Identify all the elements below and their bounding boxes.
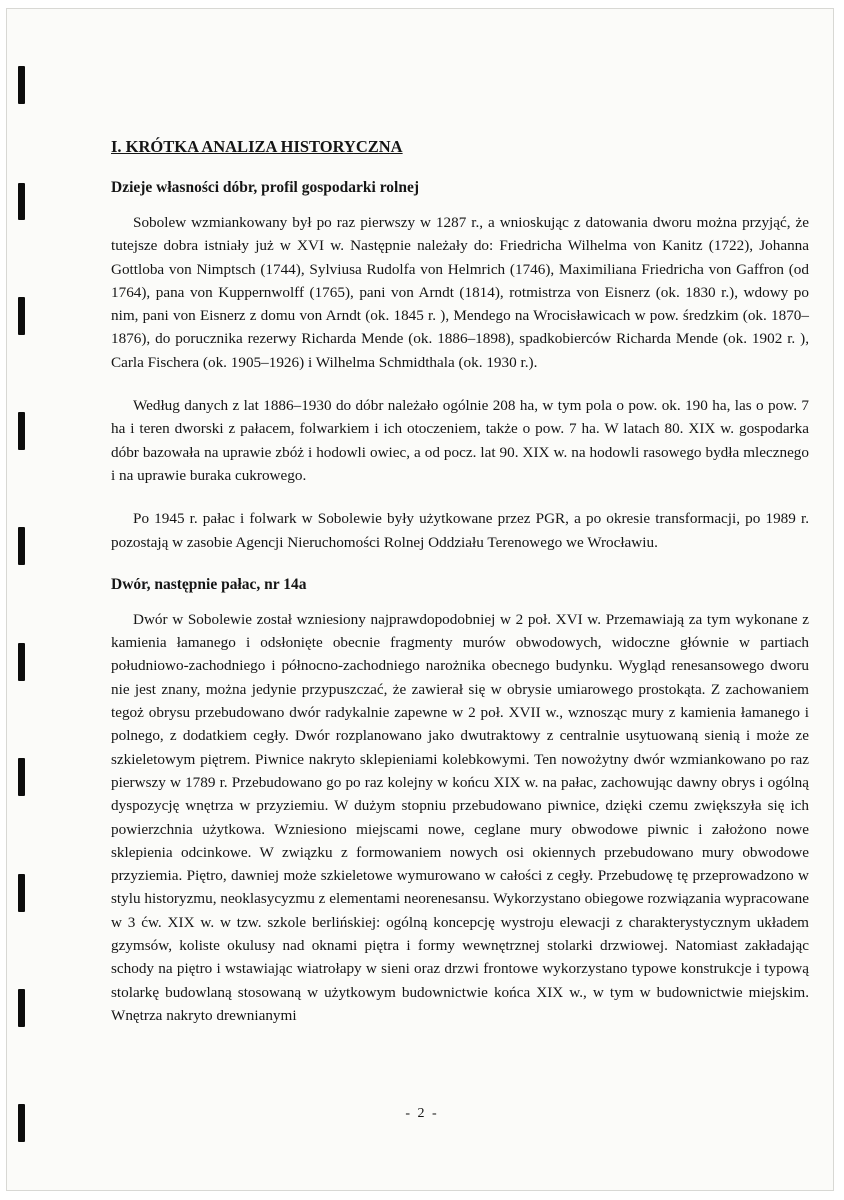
punch-mark [18,989,25,1027]
subsection-manor [111,574,809,1027]
document-body [111,136,809,1047]
subsection-heading: Dwór, następnie pałac, nr 14a [111,575,307,593]
paragraph: Według danych z lat 1886–1930 do dóbr należało ogólnie 208 ha, w tym pola o pow. ok. 190 ha, las o pow. 7 ha i teren dworski z pałacem, folwarkiem i ich otoczeniem, także o pow. 7 ha. W latach 80. XIX w. gospodarka dóbr bazowała na uprawie zbóż i hodowli owiec, a od pocz. lat 90. XIX w. na hodowli rasowego bydła mlecznego i na uprawie buraka cukrowego. [111,397,809,484]
section-title: I. KRÓTKA ANALIZA HISTORYCZNA [111,137,403,156]
punch-mark [18,297,25,335]
punch-mark [18,527,25,565]
subsection-ownership [111,177,809,554]
punch-mark [18,66,25,104]
punch-mark [18,874,25,912]
subsection-heading: Dzieje własności dóbr, profil gospodarki rolnej [111,179,420,196]
paragraph: Po 1945 r. pałac i folwark w Sobolewie były użytkowane przez PGR, a po okresie transformacji, po 1989 r. pozostają w zasobie Agencji Nieruchomości Rolnej Oddziału Terenowego we Wrocławiu. [111,510,809,551]
punch-mark [18,643,25,681]
punch-mark [18,412,25,450]
punch-mark [18,183,25,220]
punch-mark [18,758,25,796]
page-number: - 2 - [405,1106,439,1121]
paragraph: Dwór w Sobolewie został wzniesiony najprawdopodobniej w 2 poł. XVI w. Przemawiają za tym wykonane z kamienia łamanego i odsłonięte obecnie fragmenty murów obwodowych, widoczne głównie w partiach południowo-zachodniego i północno-zachodniego narożnika obecnego budynku. Wygląd renesansowego dworu nie jest znany, można jedynie przypuszczać, że zawierał się w obrysie umiarowego prostokąta. Z zachowaniem tegoż obrysu przebudowano dwór radykalnie zapewne w 2 poł. XVII w., wznosząc mury z kamienia łamanego i polnego, z dodatkiem cegły. Dwór rozplanowano jako dwutraktowy z centralnie usytuowaną sienią i może ze szkieletowym piętrem. Piwnice nakryto sklepieniami kolebkowymi. Ten nowożytny dwór wzmiankowano po raz pierwszy w 1789 r. Przebudowano go po raz kolejny w końcu XIX w. na pałac, zachowując dawny obrys i ogólną dyspozycję wnętrza w przyziemiu. W dużym stopniu przebudowano piwnice, dzięki czemu zwiększyła się ich powierzchnia użytkowa. Wzniesiono miejscami nowe, ceglane mury obwodowe piwnic i założono nowe sklepienia odcinkowe. W związku z formowaniem nowych osi okiennych przebudowano mury obwodowe przyziemia. Piętro, dawniej może szkieletowe wymurowano w całości z cegły. Przebudowę tę przeprowadzono w stylu historyzmu, neoklasycyzmu z elementami neorenesansu. Wykorzystano obiegowe rozwiązania wypracowane w 3 ćw. XIX w. w tzw. szkole berlińskiej: ogólną koncepcję wystroju elewacji z charakterystycznym układem gzymsów, koliste okulusy nad oknami piętra i formy wewnętrznej stolarki drzwiowej. Natomiast zakładając schody na piętro i wstawiając wiatrołapy w sieni oraz drzwi frontowe wykorzystano typowe konstrukcje i typową stolarkę budowlaną stosowaną w użytkowym budownictwie końca XIX w., w tym w budownictwie miejskim. Wnętrza nakryto drewnianymi [111,610,809,1024]
paragraph: Sobolew wzmiankowany był po raz pierwszy w 1287 r., a wnioskując z datowania dworu można przyjąć, że tutejsze dobra istniały już w XVI w. Następnie należały do: Friedricha Wilhelma von Kanitz (1722), Johanna Gottloba von Nimptsch (1744), Sylviusa Rudolfa von Helmrich (1746), Maximiliana Friedricha von Gaffron (od 1764), pana von Kuppernwolff (1765), pani von Arndt (1814), rotmistrza von Eisnerz (ok. 1830 r.), wdowy po nim, pani von Eisnerz z domu von Arndt (ok. 1845 r. ), Mendego na Wrocisławicach w pow. średzkim (ok. 1870–1876), do porucznika rezerwy Richarda Mende (ok. 1886–1898), spadkobierców Richarda Mende (ok. 1902 r. ), Carla Fischera (ok. 1905–1926) i Wilhelma Schmidthala (ok. 1930 r.). [111,214,809,371]
